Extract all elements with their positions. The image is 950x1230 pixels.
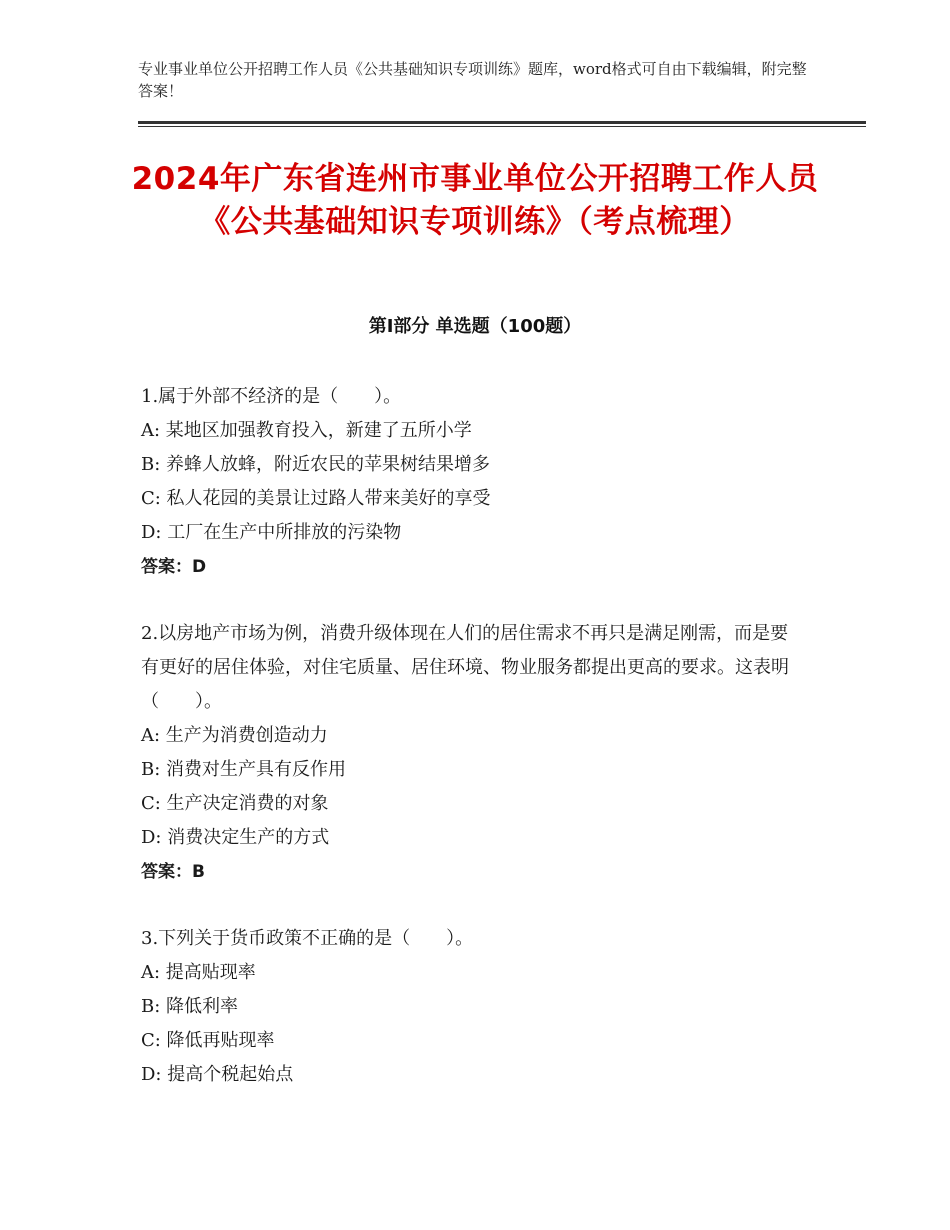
option-c: C: 降低再贴现率 <box>141 1030 275 1051</box>
header-note: 专业事业单位公开招聘工作人员《公共基础知识专项训练》题库，word格式可自由下载编辑，附完整答案！ <box>138 60 807 100</box>
question-stem: 1.属于外部不经济的是（ ）。 <box>141 386 402 407</box>
question-1 <box>141 380 801 584</box>
question-stem: 2.以房地产市场为例，消费升级体现在人们的居住需求不再只是满足刚需，而是要有更好的居住体验，对住宅质量、居住环境、物业服务都提出更高的要求。这表明（ ）。 <box>141 623 789 712</box>
option-d: D: 提高个税起始点 <box>141 1064 294 1085</box>
option-b: B: 消费对生产具有反作用 <box>141 759 347 780</box>
answer-label: 答案：D <box>141 557 207 577</box>
section-title: 第Ⅰ部分 单选题（100题） <box>368 316 582 337</box>
answer-label: 答案：B <box>141 862 205 882</box>
option-c: C: 生产决定消费的对象 <box>141 793 329 814</box>
question-3 <box>141 922 801 1092</box>
header-divider-thick <box>138 121 866 124</box>
option-a: A: 提高贴现率 <box>141 962 256 983</box>
option-d: D: 工厂在生产中所排放的污染物 <box>141 522 402 543</box>
option-a: A: 生产为消费创造动力 <box>141 725 328 746</box>
header-divider-thin <box>138 126 866 127</box>
question-stem: 3.下列关于货币政策不正确的是（ ）。 <box>141 928 474 949</box>
option-a: A: 某地区加强教育投入，新建了五所小学 <box>141 420 472 441</box>
option-b: B: 降低利率 <box>141 996 239 1017</box>
option-b: B: 养蜂人放蜂，附近农民的苹果树结果增多 <box>141 454 491 475</box>
option-d: D: 消费决定生产的方式 <box>141 827 330 848</box>
question-2 <box>141 617 801 889</box>
question-list <box>141 380 801 1125</box>
option-c: C: 私人花园的美景让过路人带来美好的享受 <box>141 488 491 509</box>
document-title: 2024年广东省连州市事业单位公开招聘工作人员《公共基础知识专项训练》（考点梳理） <box>131 161 819 240</box>
